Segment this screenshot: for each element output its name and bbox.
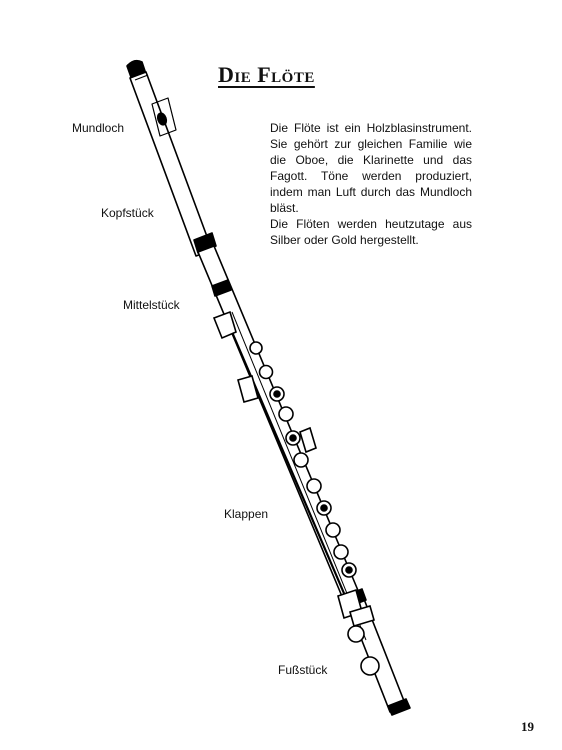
description-paragraph-1: Die Flöte ist ein Holzblasinstrument. Sie gehört zur gleichen Familie wie die Oboe, die Klarinette und das Fagott. Töne werden produziert, indem man Luft durch das Mundloch bläst. [270,121,472,215]
description-paragraph-2: Die Flöten werden heutzutage aus Silber oder Gold hergestellt. [270,217,472,247]
key-rod [226,318,352,612]
page-number: 19 [521,719,534,734]
label-mundloch: Mundloch [72,121,125,135]
label-mittelstueck: Mittelstück [123,298,180,312]
label-fussstueck: Fußstück [278,663,328,677]
flute-keys [214,312,379,675]
label-klappen: Klappen [224,507,269,521]
flute-head-joint [130,72,212,256]
page-title: Die Flöte [218,62,315,87]
label-kopfstueck: Kopfstück [101,206,154,220]
